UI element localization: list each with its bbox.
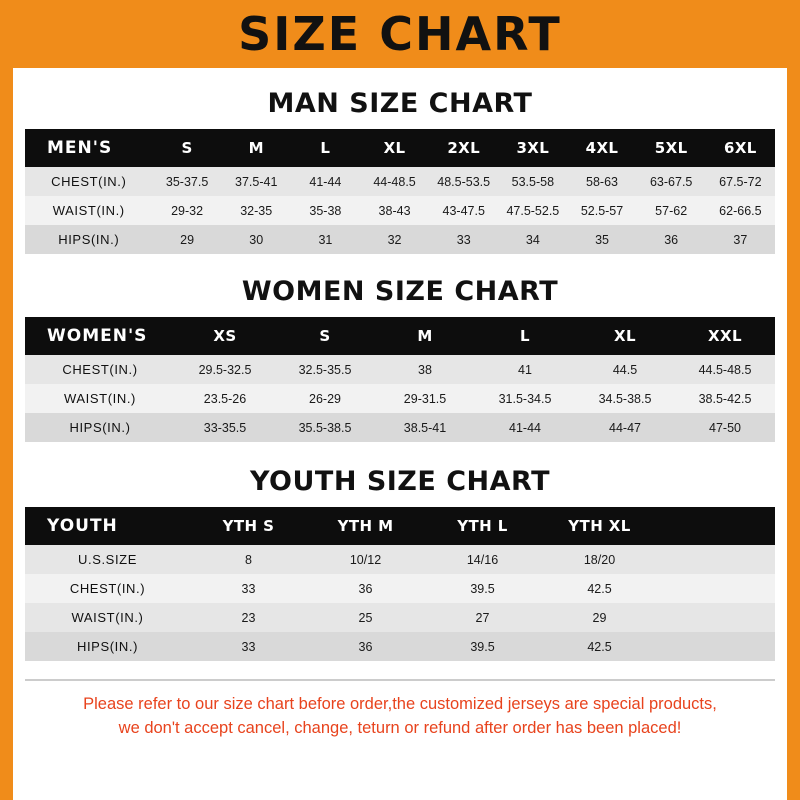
table-cell: 63-67.5 [649, 174, 693, 189]
table-row [25, 355, 775, 384]
table-cell: 30 [249, 232, 264, 247]
table-cell: 44-47 [609, 420, 641, 435]
column-header-spacer [658, 507, 775, 545]
table-cell-spacer [658, 632, 775, 661]
table-cell: 58-63 [586, 174, 618, 189]
table-row [25, 384, 775, 413]
table-cell: 32.5-35.5 [298, 362, 352, 377]
table-cell: 23 [241, 610, 256, 625]
women-size-table [25, 317, 775, 442]
column-header: S [181, 139, 193, 157]
table-cell: 34 [525, 232, 540, 247]
column-header: WOMEN'S [47, 326, 148, 346]
table-cell: 29-32 [171, 203, 204, 218]
table-header-row [25, 507, 775, 545]
table-row [25, 603, 775, 632]
table-cell: 52.5-57 [580, 203, 624, 218]
column-header: XL [614, 327, 636, 345]
row-label: HIPS(IN.) [76, 639, 138, 654]
table-header-row [25, 317, 775, 355]
table-cell: 44.5 [612, 362, 638, 377]
table-cell: 33 [456, 232, 471, 247]
column-header: YTH L [457, 517, 508, 535]
table-row [25, 225, 775, 254]
table-cell: 29.5-32.5 [198, 362, 252, 377]
column-header: YTH S [222, 517, 275, 535]
table-cell: 35-37.5 [165, 174, 209, 189]
table-cell-spacer [658, 574, 775, 603]
row-label: CHEST(IN.) [51, 174, 127, 189]
table-row [25, 632, 775, 661]
table-cell: 47.5-52.5 [506, 203, 560, 218]
table-cell: 44.5-48.5 [698, 362, 752, 377]
youth-section-title: YOUTH SIZE CHART [249, 466, 551, 497]
table-row [25, 545, 775, 574]
table-cell: 29-31.5 [403, 391, 447, 406]
women-section-title: WOMEN SIZE CHART [241, 276, 559, 307]
table-cell: 36 [358, 581, 373, 596]
table-row [25, 167, 775, 196]
table-cell: 10/12 [349, 552, 382, 567]
table-cell: 26-29 [309, 391, 341, 406]
table-cell: 32 [387, 232, 402, 247]
column-header: L [320, 139, 331, 157]
table-cell: 57-62 [655, 203, 688, 218]
table-cell: 42.5 [587, 581, 612, 596]
table-cell: 18/20 [583, 552, 616, 567]
column-header: YTH M [337, 517, 394, 535]
table-cell: 29 [180, 232, 195, 247]
table-cell: 48.5-53.5 [437, 174, 491, 189]
table-cell: 35 [595, 232, 609, 247]
table-cell: 53.5-58 [511, 174, 555, 189]
column-header: M [417, 327, 433, 345]
column-header: XL [383, 139, 406, 157]
table-cell: 36 [664, 232, 679, 247]
table-cell: 39.5 [470, 639, 495, 654]
column-header: XS [213, 327, 237, 345]
table-cell: 47-50 [709, 420, 741, 435]
table-cell: 38.5-42.5 [698, 391, 752, 406]
table-cell: 62-66.5 [719, 203, 762, 218]
column-header: L [520, 327, 530, 345]
column-header: MEN'S [47, 138, 113, 158]
table-cell: 25 [358, 610, 373, 625]
row-label: CHEST(IN.) [69, 581, 146, 596]
column-header: 6XL [723, 139, 757, 157]
table-cell: 32-35 [240, 203, 273, 218]
table-cell: 27 [475, 610, 490, 625]
column-header: M [248, 139, 264, 157]
order-policy-note [25, 679, 775, 741]
column-header: S [319, 327, 331, 345]
row-label: CHEST(IN.) [62, 362, 138, 377]
table-cell: 38.5-41 [403, 420, 447, 435]
table-cell: 14/16 [466, 552, 499, 567]
table-cell: 67.5-72 [719, 174, 762, 189]
table-cell: 41-44 [509, 420, 541, 435]
row-label: WAIST(IN.) [52, 203, 125, 218]
table-cell: 23.5-26 [203, 391, 247, 406]
table-cell: 35.5-38.5 [298, 420, 352, 435]
table-cell: 33 [241, 581, 256, 596]
table-row [25, 196, 775, 225]
column-header: 4XL [585, 139, 619, 157]
table-cell: 35-38 [309, 203, 342, 218]
table-cell: 41-44 [309, 174, 342, 189]
row-label: HIPS(IN.) [58, 232, 120, 247]
column-header: 2XL [447, 139, 481, 157]
table-cell: 43-47.5 [442, 203, 485, 218]
chart-content [13, 88, 787, 741]
table-cell: 41 [518, 362, 532, 377]
table-row [25, 574, 775, 603]
table-cell: 8 [245, 552, 252, 567]
column-header: XXL [708, 327, 742, 345]
table-cell: 38 [418, 362, 432, 377]
table-cell: 33-35.5 [203, 420, 247, 435]
table-cell: 37.5-41 [235, 174, 278, 189]
column-header: YTH XL [568, 517, 631, 535]
row-label: WAIST(IN.) [64, 391, 136, 406]
table-cell-spacer [658, 545, 775, 574]
table-cell: 39.5 [470, 581, 495, 596]
table-cell: 37 [733, 232, 748, 247]
table-cell: 29 [592, 610, 607, 625]
man-section-title: MAN SIZE CHART [267, 88, 533, 119]
table-row [25, 413, 775, 442]
row-label: U.S.SIZE [78, 552, 137, 567]
order-policy-line-1: Please refer to our size chart before order,the customized jerseys are special products, [83, 695, 717, 713]
table-cell: 38-43 [378, 203, 411, 218]
table-cell: 33 [241, 639, 256, 654]
column-header: 5XL [654, 139, 688, 157]
column-header: 3XL [516, 139, 550, 157]
row-label: WAIST(IN.) [71, 610, 144, 625]
order-policy-line-2: we don't accept cancel, change, teturn or refund after order has been placed! [118, 718, 682, 737]
man-size-table [25, 129, 775, 254]
table-cell-spacer [658, 603, 775, 632]
header-banner [13, 0, 787, 68]
youth-size-table [25, 507, 775, 661]
table-cell: 34.5-38.5 [598, 391, 652, 406]
page-title: SIZE CHART [238, 7, 562, 61]
table-cell: 42.5 [587, 639, 612, 654]
row-label: HIPS(IN.) [69, 420, 131, 435]
table-cell: 31 [318, 232, 333, 247]
table-header-row [25, 129, 775, 167]
column-header: YOUTH [47, 516, 118, 536]
table-cell: 31.5-34.5 [498, 391, 552, 406]
table-cell: 36 [358, 639, 373, 654]
table-cell: 44-48.5 [373, 174, 416, 189]
